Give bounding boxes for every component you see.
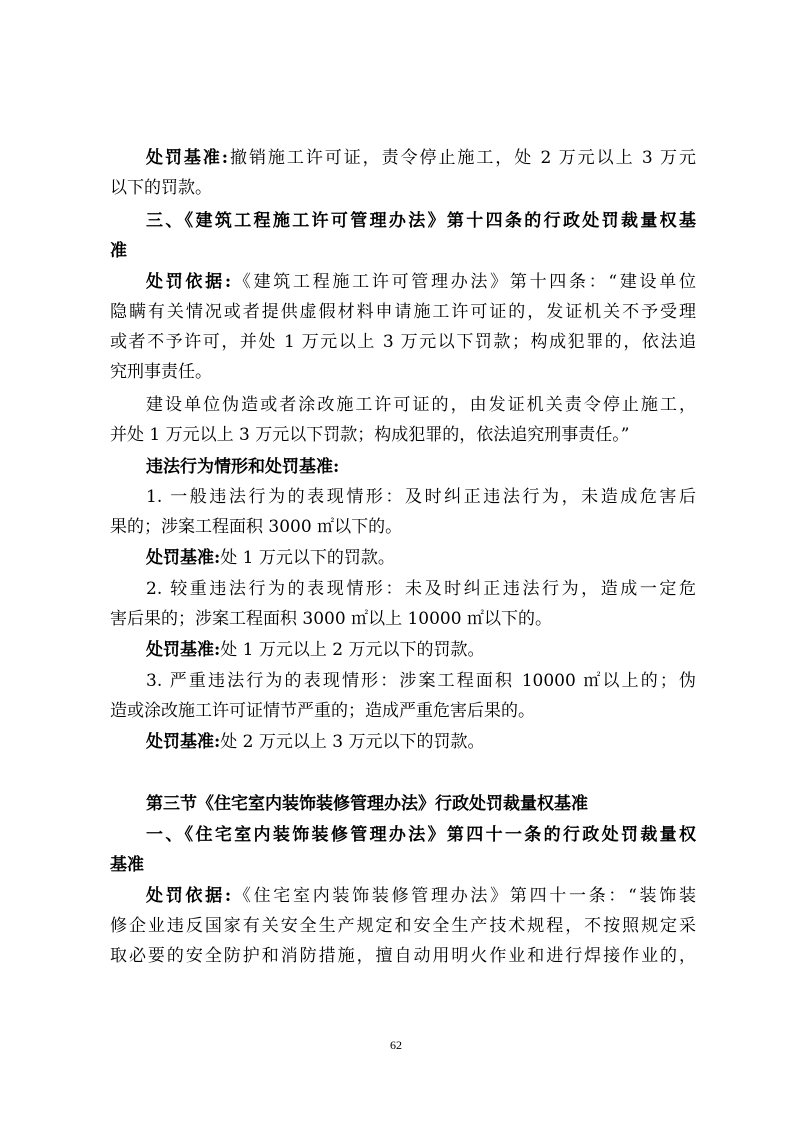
text-line: 《住宅室内装饰装修管理办法》第四十一条：“装饰装 bbox=[231, 886, 696, 906]
text-line: 果的；涉案工程面积 3000 ㎡以下的。 bbox=[110, 517, 403, 537]
section-heading-art14: 三、《建筑工程施工许可管理办法》第十四条的行政处罚裁量权基 bbox=[146, 211, 696, 231]
section-heading-art41: 一、《住宅室内装饰装修管理办法》第四十一条的行政处罚裁量权 bbox=[146, 825, 696, 845]
chapter-heading: 第三节《住宅室内装饰装修管理办法》行政处罚裁量权基准 bbox=[146, 794, 588, 814]
penalty-basis-label: 处罚依据: bbox=[146, 272, 232, 292]
section-heading-art14-cont: 准 bbox=[110, 241, 127, 261]
text-line: 处 1 万元以上 2 万元以下的罚款。 bbox=[220, 640, 485, 660]
text-line: 以下的罚款。 bbox=[110, 178, 212, 198]
section-heading-art41-cont: 基准 bbox=[110, 855, 144, 875]
text-line: 害后果的；涉案工程面积 3000 ㎡以上 10000 ㎡以下的。 bbox=[110, 609, 552, 629]
penalty-basis-line bbox=[146, 884, 696, 908]
text-line: 《建筑工程施工许可管理办法》第十四条：“建设单位 bbox=[231, 272, 696, 292]
text-line: 2. 较重违法行为的表现情形：未及时纠正违法行为，造成一定危 bbox=[146, 579, 696, 599]
penalty-standard-line bbox=[146, 730, 696, 754]
circumstances-heading: 违法行为情形和处罚基准: bbox=[146, 457, 340, 477]
text-line: 究刑事责任。 bbox=[110, 362, 212, 382]
text-line: 或者不予许可，并处 1 万元以上 3 万元以下罚款；构成犯罪的，依法追 bbox=[110, 332, 696, 352]
penalty-standard-label: 处罚基准: bbox=[146, 640, 221, 660]
text-line: 修企业违反国家有关安全生产规定和安全生产技术规程，不按照规定采 bbox=[110, 916, 696, 936]
text-line: 取必要的安全防护和消防措施，擅自动用明火作业和进行焊接作业的， bbox=[110, 946, 696, 966]
text-line: 隐瞒有关情况或者提供虚假材料申请施工许可证的，发证机关不予受理 bbox=[110, 302, 696, 322]
text-line: 并处 1 万元以上 3 万元以下罚款；构成犯罪的，依法追究刑事责任。” bbox=[110, 425, 630, 445]
text-line: 造或涂改施工许可证情节严重的；造成严重危害后果的。 bbox=[110, 701, 535, 721]
penalty-standard-label: 处罚基准: bbox=[146, 732, 221, 752]
penalty-basis-label: 处罚依据: bbox=[146, 886, 232, 906]
penalty-standard-line bbox=[146, 546, 696, 570]
penalty-basis-line bbox=[146, 270, 696, 294]
page-number: 62 bbox=[390, 1038, 402, 1052]
penalty-standard-label: 处罚基准: bbox=[146, 148, 229, 168]
text-line: 处 2 万元以上 3 万元以下的罚款。 bbox=[220, 732, 485, 752]
text-line: 1. 一般违法行为的表现情形：及时纠正违法行为，未造成危害后 bbox=[146, 487, 696, 507]
text-line: 处 1 万元以下的罚款。 bbox=[220, 548, 395, 568]
text-line: 3. 严重违法行为的表现情形：涉案工程面积 10000 ㎡以上的；伪 bbox=[146, 671, 696, 691]
text-line: 建设单位伪造或者涂改施工许可证的，由发证机关责令停止施工， bbox=[146, 395, 696, 415]
penalty-standard-label: 处罚基准: bbox=[146, 548, 221, 568]
penalty-standard-line bbox=[146, 638, 696, 662]
text-line: 撤销施工许可证，责令停止施工，处 2 万元以上 3 万元 bbox=[228, 148, 696, 168]
penalty-standard-line bbox=[146, 146, 696, 170]
